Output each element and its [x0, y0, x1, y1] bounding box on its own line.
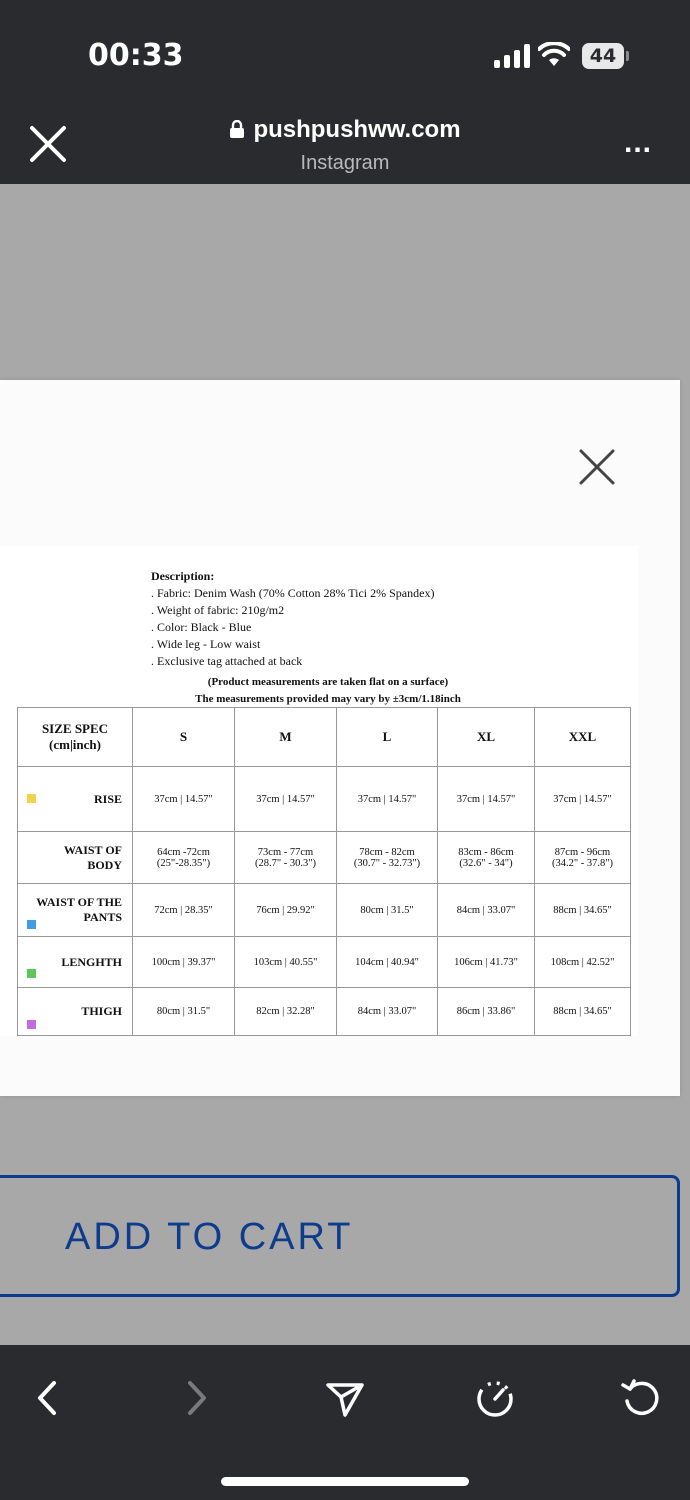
row-label-line: PANTS [83, 910, 122, 924]
size-value-cell [235, 988, 337, 1036]
url-text: pushpushww.com [253, 116, 461, 143]
row-label [18, 988, 133, 1036]
add-to-cart-label: ADD TO CART [65, 1216, 354, 1258]
cell-line: 106cm | 41.73" [454, 956, 518, 968]
color-swatch [27, 794, 36, 803]
cell-line: 104cm | 40.94" [355, 956, 419, 968]
color-swatch [27, 1020, 36, 1029]
row-label-line: RISE [93, 791, 122, 806]
refresh-icon[interactable] [618, 1375, 664, 1421]
cell-line: 37cm | 14.57" [357, 793, 417, 805]
size-column-header: S [133, 708, 235, 767]
size-value-cell [337, 832, 438, 884]
cell-line: 76cm | 29.92" [256, 904, 315, 916]
size-column-header: L [337, 708, 438, 767]
cell-line: 78cm - 82cm [359, 846, 415, 858]
cell-line: 37cm | 14.57" [553, 793, 612, 805]
table-row [18, 832, 631, 884]
row-label [18, 767, 133, 832]
size-value-cell [438, 832, 535, 884]
size-value-cell [235, 767, 337, 832]
color-swatch [27, 920, 36, 929]
header-label-line: (cm|inch) [49, 737, 101, 752]
product-description [151, 568, 434, 670]
more-options-icon[interactable]: ... [624, 126, 653, 159]
description-line: . Color: Black - Blue [151, 620, 252, 634]
size-value-cell [235, 884, 337, 937]
description-line: . Wide leg - Low waist [151, 637, 261, 651]
size-value-cell [337, 988, 438, 1036]
cellular-signal-icon [494, 44, 530, 68]
cell-line: 37cm | 14.57" [256, 793, 315, 805]
cell-line: 80cm | 31.5" [156, 1006, 211, 1017]
cell-line: 87cm - 96cm [554, 846, 611, 858]
size-value-cell [133, 767, 235, 832]
share-icon[interactable] [322, 1375, 368, 1421]
size-value-cell [438, 767, 535, 832]
size-value-cell [438, 988, 535, 1036]
url-display[interactable] [0, 116, 690, 144]
row-label-line: WAIST OF [63, 842, 122, 857]
size-value-cell [337, 767, 438, 832]
cell-line: 64cm -72cm [157, 846, 210, 858]
size-chart-image [0, 546, 638, 1036]
home-indicator [221, 1477, 469, 1486]
row-label-line: THIGH [81, 1004, 122, 1018]
cell-line: 88cm | 34.65" [553, 904, 612, 916]
cell-line: (28.7" - 30.3") [254, 857, 317, 869]
note-line: (Product measurements are taken flat on a surface) [207, 676, 449, 688]
close-modal-icon[interactable] [578, 448, 616, 486]
cell-line: 83cm - 86cm [458, 846, 514, 858]
row-label [18, 884, 133, 937]
size-value-cell [133, 937, 235, 988]
size-value-cell [535, 884, 631, 937]
table-row [18, 767, 631, 832]
cell-line: (34.2" - 37.8") [551, 857, 614, 869]
cell-line: 73cm - 77cm [257, 846, 314, 858]
status-time: 00:33 [88, 38, 184, 73]
add-to-cart-button[interactable] [0, 1175, 680, 1297]
table-row [18, 884, 631, 937]
browser-subtitle: Instagram [300, 152, 390, 174]
row-label-line: BODY [87, 857, 122, 872]
description-line: . Exclusive tag attached at back [151, 654, 303, 668]
size-spec-header [18, 708, 133, 767]
forward-icon[interactable] [174, 1375, 220, 1421]
table-header-row [18, 708, 631, 767]
battery-tip [626, 51, 629, 61]
measurement-note [0, 674, 656, 708]
cell-line: 37cm | 14.57" [154, 793, 213, 805]
row-label [18, 937, 133, 988]
cell-line: 72cm | 28.35" [154, 904, 213, 916]
size-column-header: M [235, 708, 337, 767]
size-column-header: XL [438, 708, 535, 767]
wifi-icon [538, 42, 570, 68]
size-value-cell [535, 767, 631, 832]
size-value-cell [235, 832, 337, 884]
size-value-cell [337, 937, 438, 988]
back-icon[interactable] [24, 1375, 70, 1421]
cell-line: (32.6" - 34") [459, 857, 513, 869]
note-line: The measurements provided may vary by ±3cm/1.18inch [195, 693, 461, 705]
cell-line: 84cm | 33.07" [357, 1006, 417, 1017]
cell-line: 100cm | 39.37" [151, 956, 216, 968]
cell-line: (30.7" - 32.73") [353, 857, 421, 869]
size-value-cell [535, 988, 631, 1036]
size-chart-modal [0, 380, 680, 1096]
row-label-line: LENGHTH [61, 954, 122, 969]
size-value-cell [235, 937, 337, 988]
size-value-cell [535, 832, 631, 884]
size-value-cell [133, 988, 235, 1036]
table-row [18, 937, 631, 988]
cell-line: 108cm | 42.52" [550, 956, 615, 968]
size-value-cell [133, 884, 235, 937]
header-label-line: SIZE SPEC [41, 721, 109, 736]
cell-line: 88cm | 34.65" [553, 1006, 612, 1017]
size-column-header: XXL [535, 708, 631, 767]
color-swatch [27, 969, 36, 978]
cell-line: 84cm | 33.07" [456, 904, 516, 916]
cell-line: 82cm | 32.28" [256, 1006, 315, 1017]
size-value-cell [438, 937, 535, 988]
description-line: . Fabric: Denim Wash (70% Cotton 28% Tici 2% Spandex) [151, 586, 435, 600]
size-value-cell [535, 937, 631, 988]
speed-icon[interactable] [472, 1375, 518, 1421]
table-row [18, 988, 631, 1036]
cell-line: (25"-28.35") [156, 857, 211, 869]
browser-top-bar [0, 0, 690, 184]
row-label [18, 832, 133, 884]
description-heading: Description: [151, 569, 215, 583]
size-spec-table [17, 707, 631, 1036]
cell-line: 86cm | 33.86" [456, 1006, 516, 1017]
size-value-cell [337, 884, 438, 937]
description-line: . Weight of fabric: 210g/m2 [151, 603, 285, 617]
cell-line: 80cm | 31.5" [360, 904, 414, 916]
table-body [18, 767, 631, 1036]
size-value-cell [133, 832, 235, 884]
cell-line: 37cm | 14.57" [456, 793, 516, 805]
lock-icon [229, 120, 245, 138]
row-label-line: WAIST OF THE [36, 895, 122, 909]
cell-line: 103cm | 40.55" [253, 956, 318, 968]
size-value-cell [438, 884, 535, 937]
battery-indicator: 44 [582, 43, 624, 69]
